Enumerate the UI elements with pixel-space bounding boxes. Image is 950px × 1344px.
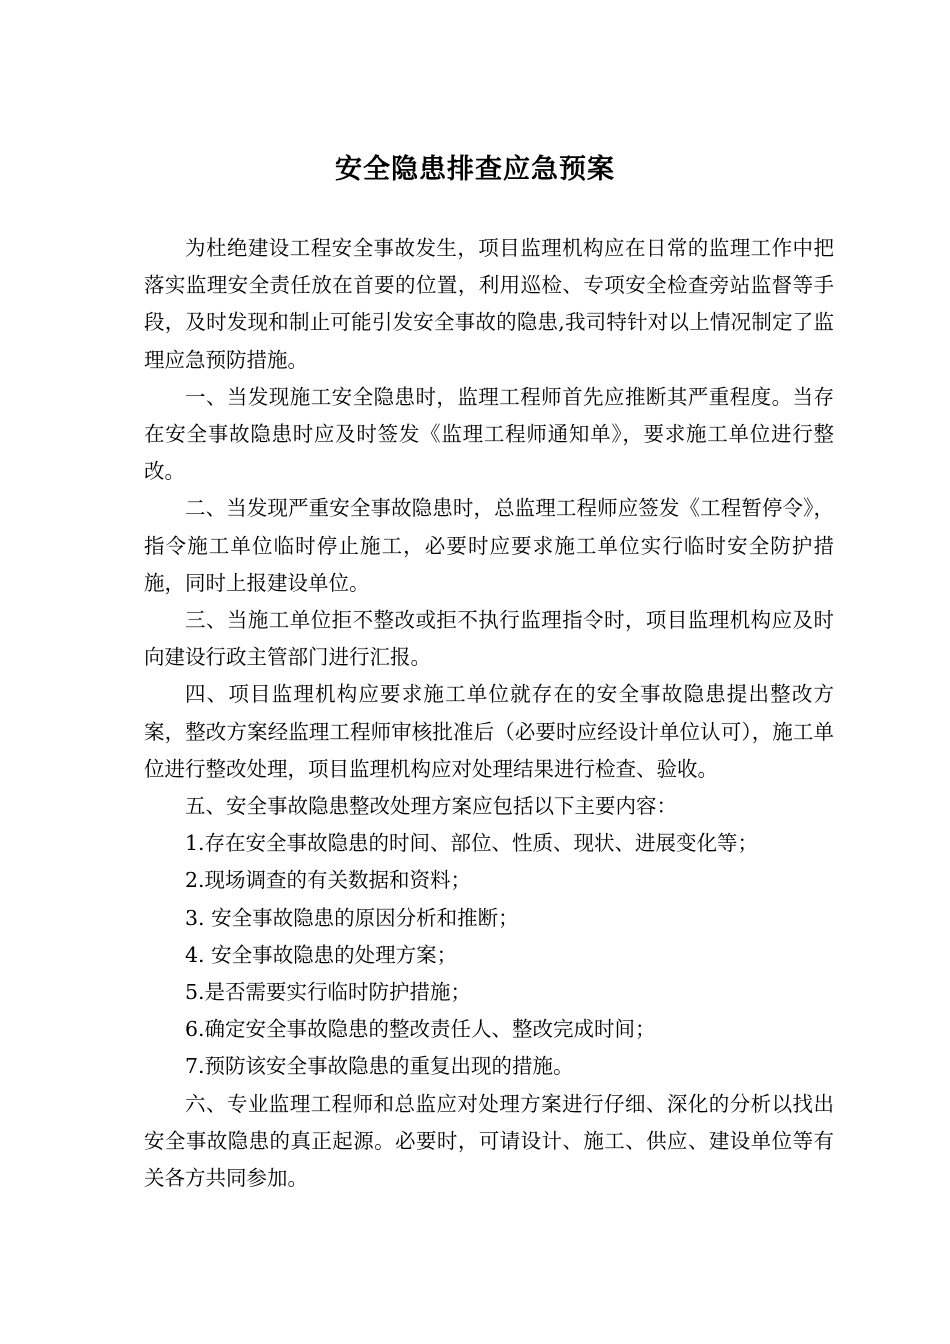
list-item-2: 2.现场调查的有关数据和资料；: [185, 868, 472, 893]
list-item-5: 5.是否需要实行临时防护措施；: [185, 980, 472, 1005]
list-item-7: 7.预防该安全事故隐患的重复出现的措施。: [185, 1054, 574, 1079]
list-item-4: 4. 安全事故隐患的处理方案；: [185, 942, 458, 967]
intro-paragraph: 为杜绝建设工程安全事故发生，项目监理机构应在日常的监理工作中把落实监理安全责任放在首要的位置，利用巡检、专项安全检查旁站监督等手段，及时发现和制止可能引发安全事故的隐患,我司特针对以上情况制定了监理应急预防措施。: [144, 236, 834, 372]
section-4-paragraph: 四、项目监理机构应要求施工单位就存在的安全事故隐患提出整改方案，整改方案经监理工程师审核批准后（必要时应经设计单位认可），施工单位进行整改处理，项目监理机构应对处理结果进行检查、验收。: [144, 682, 834, 781]
section-5-paragraph: 五、安全事故隐患整改处理方案应包括以下主要内容：: [185, 794, 677, 819]
section-2-paragraph: 二、当发现严重安全事故隐患时，总监理工程师应签发《工程暂停令》，指令施工单位临时停止施工，必要时应要求施工单位实行临时安全防护措施，同时上报建设单位。: [144, 496, 834, 595]
section-1-paragraph: 一、当发现施工安全隐患时，监理工程师首先应推断其严重程度。当存在安全事故隐患时应及时签发《监理工程师通知单》，要求施工单位进行整改。: [144, 384, 834, 484]
document-title: 安全隐患排查应急预案: [335, 154, 615, 185]
list-item-3: 3. 安全事故隐患的原因分析和推断；: [185, 905, 519, 930]
section-3-paragraph: 三、当施工单位拒不整改或拒不执行监理指令时，项目监理机构应及时向建设行政主管部门进行汇报。: [144, 608, 834, 670]
list-item-1: 1.存在安全事故隐患的时间、部位、性质、现状、进展变化等；: [185, 831, 759, 856]
section-6-paragraph: 六、专业监理工程师和总监应对处理方案进行仔细、深化的分析以找出安全事故隐患的真正起源。必要时，可请设计、施工、供应、建设单位等有关各方共同参加。: [144, 1091, 834, 1191]
list-item-6: 6.确定安全事故隐患的整改责任人、整改完成时间；: [185, 1017, 656, 1042]
document-body: [144, 230, 834, 1197]
